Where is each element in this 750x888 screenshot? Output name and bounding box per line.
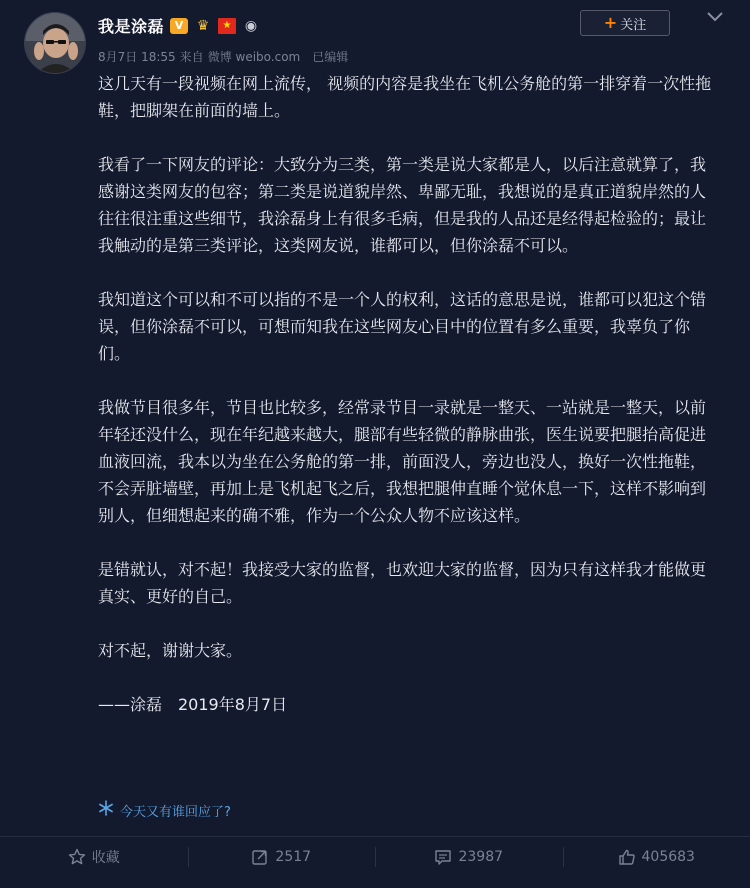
like-button[interactable] <box>563 837 750 876</box>
post-paragraph: 我知道这个可以和不可以指的不是一个人的权利，这话的意思是说，谁都可以犯这个错误，但你涂磊不可以，可想而知我在这些网友心目中的位置有多么重要，我辜负了你们。 <box>98 290 707 363</box>
topic-text: 今天又有谁回应了? <box>120 804 231 820</box>
post-header <box>98 14 260 37</box>
verified-badge-icon[interactable]: V <box>170 18 188 34</box>
favorite-label: 收藏 <box>91 849 120 866</box>
thumbs-up-icon <box>618 848 636 866</box>
favorite-button[interactable] <box>0 837 188 876</box>
username[interactable]: 我是涂磊 <box>98 17 165 36</box>
comment-button[interactable] <box>375 837 563 876</box>
chevron-down-icon[interactable] <box>704 6 726 28</box>
crown-badge-icon[interactable]: ♛ <box>196 17 210 34</box>
like-count: 405683 <box>641 848 695 865</box>
post-content <box>98 70 720 718</box>
repost-count: 2517 <box>275 848 312 865</box>
snowflake-icon <box>98 800 114 820</box>
post-paragraph: 我看了一下网友的评论：大致分为三类，第一类是说大家都是人，以后注意就算了，我感谢这类网友的包容；第二类是说道貌岸然、卑鄙无耻，我想说的是真正道貌岸然的人往往很注重这些细节，我涂磊身上有很多毛病，但是我的人品还是经得起检验的；最让我触动的是第三类评论，这类网友说，谁都可以，但你涂磊不可以。 <box>98 155 707 255</box>
comment-count: 23987 <box>458 848 504 865</box>
follow-label: 关注 <box>620 17 647 33</box>
post-paragraph: 是错就认，对不起！我接受大家的监督，也欢迎大家的监督，因为只有这样我才能做更真实、更好的自己。 <box>98 560 707 606</box>
medal-badge-icon[interactable]: ◉ <box>244 17 258 34</box>
repost-button[interactable] <box>188 837 376 876</box>
post-meta <box>98 48 348 65</box>
post-source[interactable]: 微博 weibo.com <box>207 50 301 64</box>
post-paragraph: 我做节目很多年，节目也比较多，经常录节目一录就是一整天、一站就是一整天，以前年轻还没什么，现在年纪越来越大，腿部有些轻微的静脉曲张，医生说要把腿抬高促进血液回流，我本以为坐在公务舱的第一排，前面没人，旁边也没人，换好一次性拖鞋，不会弄脏墙壁，再加上是飞机起飞之后，我想把腿伸直睡个觉休息一下，这样不影响到别人，但细想起来的确不雅，作为一个公众人物不应该这样。 <box>98 398 707 525</box>
post-signature: ——涂磊 2019年8月7日 <box>98 695 288 714</box>
topic-link[interactable] <box>98 800 231 820</box>
post-paragraph: 对不起，谢谢大家。 <box>98 641 243 660</box>
post-paragraph: 这几天有一段视频在网上流传， 视频的内容是我坐在飞机公务舱的第一排穿着一次性拖鞋，把脚架在前面的墙上。 <box>98 74 712 120</box>
edited-label[interactable]: 已编辑 <box>312 50 349 64</box>
repost-icon <box>251 848 269 866</box>
china-flag-badge-icon[interactable]: ★ <box>218 18 236 34</box>
post-timestamp[interactable]: 8月7日 18:55 <box>98 50 176 64</box>
plus-icon: + <box>603 13 618 32</box>
action-bar <box>0 836 750 876</box>
comment-icon <box>434 848 452 866</box>
avatar[interactable] <box>24 12 86 74</box>
star-icon <box>68 848 86 866</box>
source-prefix: 来自 <box>179 50 204 64</box>
follow-button[interactable] <box>580 10 670 36</box>
